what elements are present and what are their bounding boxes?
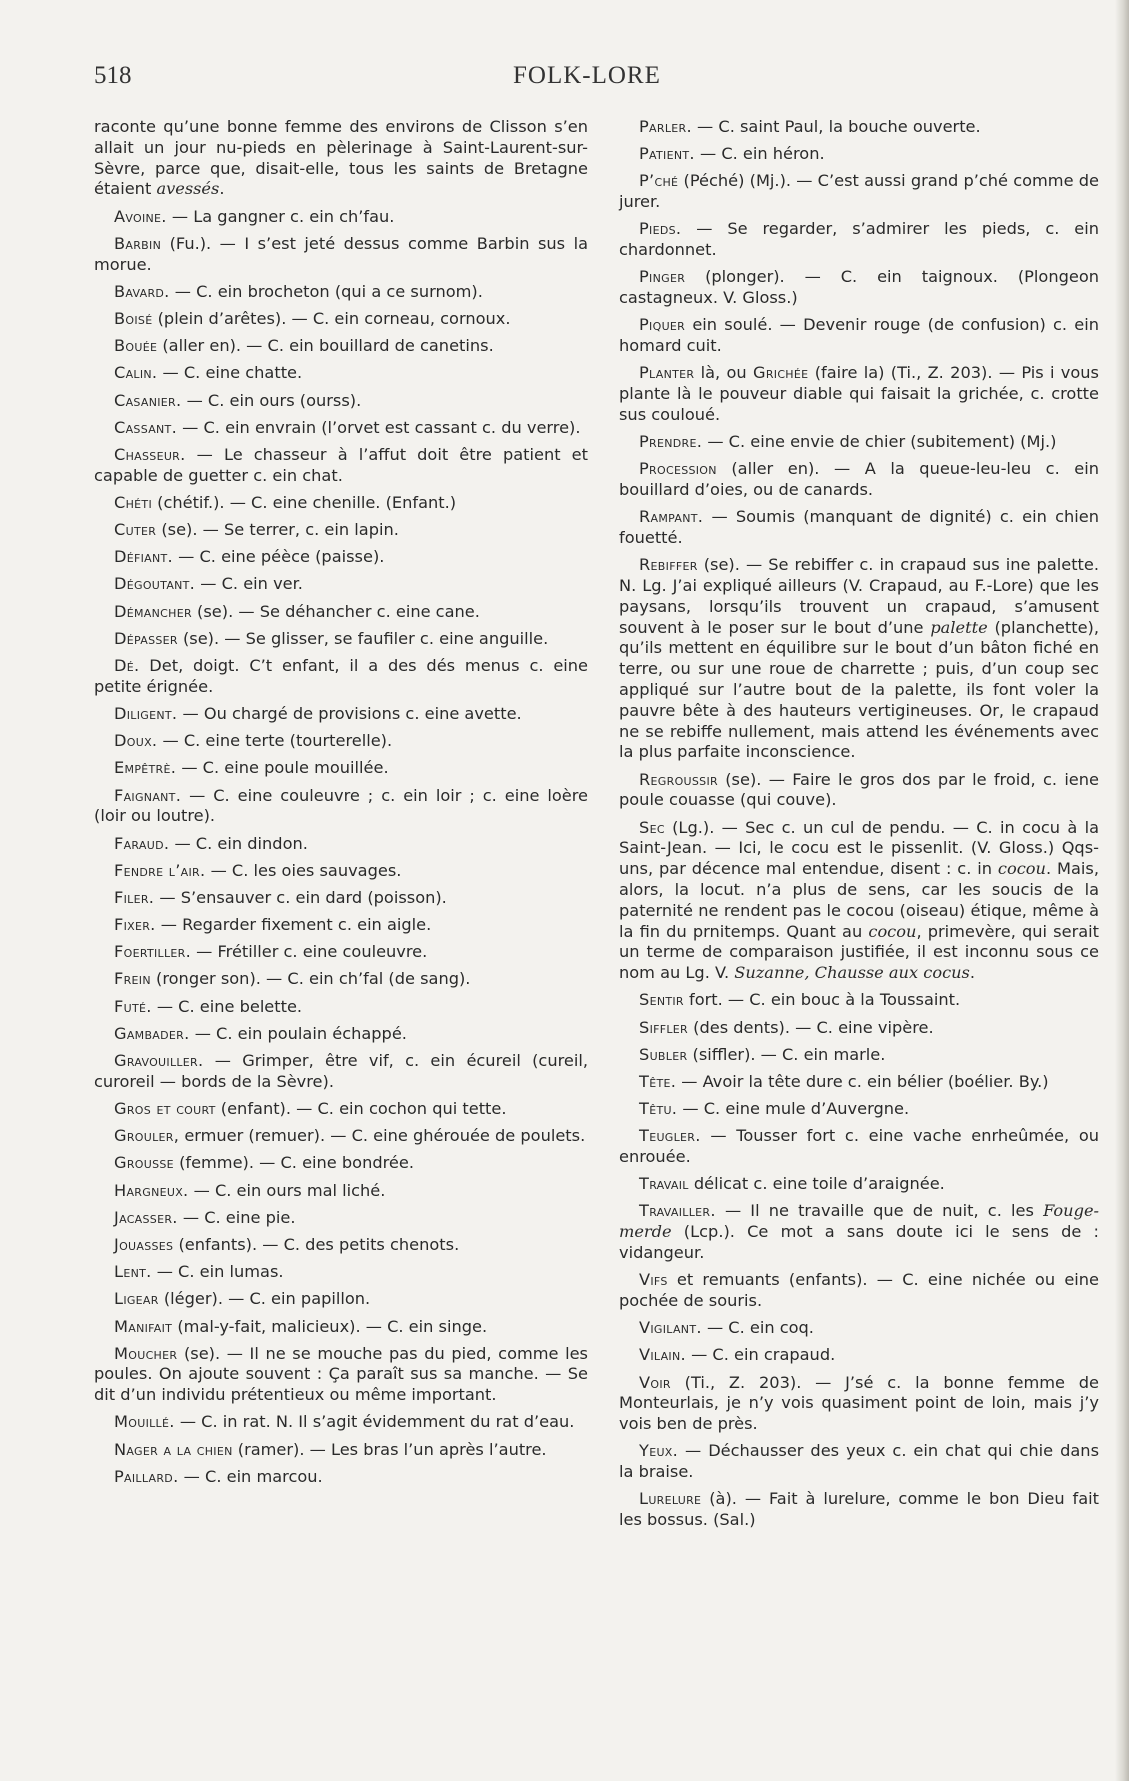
entry-headword: Bavard. xyxy=(114,281,170,301)
entry-headword: Procession xyxy=(639,459,717,479)
entry-definition: — Tousser fort c. eine vache enrheûmée, ou enrouée. xyxy=(619,1126,1099,1167)
glossary-entry xyxy=(94,234,588,276)
entry-definition: — Il ne travaille que de nuit, c. les xyxy=(715,1201,1044,1221)
entry-definition: — La gangner c. ein ch’fau. xyxy=(166,206,395,226)
entry-headword: Gros et court xyxy=(114,1099,216,1118)
entry-headword: Manifait xyxy=(114,1316,173,1336)
glossary-entry xyxy=(94,786,588,828)
glossary-entry xyxy=(94,1024,588,1045)
entry-definition: (des dents). — C. eine vipère. xyxy=(688,1017,934,1037)
entry-definition: — C. eine terte (tourterelle). xyxy=(157,731,393,751)
entry-definition: , primevère, qui serait un terme de comparaison justifiée, il est inconnu sous ce nom au Lg. V. xyxy=(619,921,1099,983)
entry-definition: — C. ein crapaud. xyxy=(685,1345,836,1365)
glossary-entry xyxy=(94,574,588,595)
entry-headword: Travail xyxy=(639,1174,689,1194)
glossary-entry xyxy=(619,1345,1099,1366)
glossary-entry xyxy=(94,1208,588,1229)
entry-headword: Travailler. xyxy=(639,1201,716,1221)
entry-definition: (chétif.). — C. eine chenille. (Enfant.) xyxy=(152,492,457,512)
entry-definition: (enfants). — C. des petits chenots. xyxy=(173,1234,460,1254)
glossary-entry xyxy=(94,445,588,487)
glossary-entry xyxy=(94,1467,588,1488)
glossary-entry xyxy=(619,555,1099,763)
entry-headword: Grouler, xyxy=(114,1126,180,1146)
entry-definition: — Ou chargé de provisions c. eine avette. xyxy=(177,703,522,723)
glossary-entry xyxy=(94,547,588,568)
entry-headword: Siffler xyxy=(639,1017,688,1037)
entry-definition: — C. ein dindon. xyxy=(169,833,308,853)
entry-definition: — C. eine poule mouillée. xyxy=(176,758,389,778)
entry-definition: délicat c. eine toile d’araignée. xyxy=(688,1174,945,1194)
entry-headword: Nager a la chien xyxy=(114,1439,233,1459)
entry-definition: (à). — Fait à lurelure, comme le bon Dieu fait les bossus. (Sal.) xyxy=(619,1489,1099,1530)
entry-headword: Voir xyxy=(639,1372,671,1392)
entry-headword: Piquer xyxy=(639,315,686,335)
glossary-entry xyxy=(94,704,588,725)
page-header xyxy=(0,62,1129,102)
glossary-entry xyxy=(94,602,588,623)
entry-definition: (aller en). — A la queue-leu-leu c. ein bouillard d’oies, ou de canards. xyxy=(619,459,1099,500)
entry-definition: (léger). — C. ein papillon. xyxy=(158,1289,371,1309)
entry-headword: Démancher xyxy=(114,601,192,621)
glossary-entry xyxy=(94,391,588,412)
entry-definition: — C. ein ours (ourss). xyxy=(181,390,362,410)
entry-headword: Calin. xyxy=(114,363,158,383)
entry-italic: palette xyxy=(930,617,988,637)
glossary-entry xyxy=(94,1181,588,1202)
entry-definition: — Déchausser des yeux c. ein chat qui chie dans la braise. xyxy=(619,1441,1099,1482)
glossary-entry xyxy=(619,117,1099,138)
glossary-entry xyxy=(94,731,588,752)
glossary-entry xyxy=(619,459,1099,501)
entry-definition: — C. eine chatte. xyxy=(157,363,303,383)
glossary-entry xyxy=(94,1126,588,1147)
glossary-entry xyxy=(94,656,588,698)
entry-definition: — C. eine péèce (paisse). xyxy=(173,547,385,567)
glossary-entry xyxy=(94,942,588,963)
entry-headword: Pieds. xyxy=(639,219,682,239)
entry-headword: Filer. xyxy=(114,887,155,907)
entry-definition: (Péché) (Mj.). — C’est aussi grand p’ché comme de jurer. xyxy=(619,171,1099,212)
entry-headword: Avoine. xyxy=(114,206,167,226)
entry-definition: — C. in rat. N. Il s’agit évidemment du rat d’eau. xyxy=(174,1412,575,1432)
entry-headword: Moucher xyxy=(114,1343,178,1363)
entry-headword: Regroussir xyxy=(639,769,718,789)
entry-headword: Faraud. xyxy=(114,833,170,853)
entry-headword: Rebiffer xyxy=(639,555,698,575)
entry-headword: Foertiller. xyxy=(114,942,192,962)
glossary-entry xyxy=(619,171,1099,213)
entry-headword: Mouillé. xyxy=(114,1412,175,1432)
glossary-entry xyxy=(619,1126,1099,1168)
glossary-entry xyxy=(94,861,588,882)
entry-headword: Dégoutant. xyxy=(114,574,196,594)
glossary-entry xyxy=(619,1174,1099,1195)
glossary-entry xyxy=(619,1318,1099,1339)
glossary-entry xyxy=(94,1262,588,1283)
entry-definition: — C. eine mule d’Auvergne. xyxy=(677,1099,910,1119)
glossary-entry xyxy=(619,363,1099,425)
glossary-entry xyxy=(94,915,588,936)
entry-headword: Hargneux. xyxy=(114,1180,189,1200)
glossary-entry xyxy=(94,1440,588,1461)
entry-definition: Det, doigt. C’t enfant, il a des dés menus c. eine petite érignée. xyxy=(94,655,588,696)
glossary-entry xyxy=(619,1099,1099,1120)
glossary-entry xyxy=(619,1072,1099,1093)
entry-headword: Futé. xyxy=(114,996,152,1016)
entry-definition: (se). — Se déhancher c. eine cane. xyxy=(191,601,480,621)
entry-headword: Cassant. xyxy=(114,417,178,437)
glossary-entry xyxy=(619,1045,1099,1066)
page-number: 518 xyxy=(94,62,132,89)
glossary-entry xyxy=(94,834,588,855)
entry-headword: Vifs xyxy=(639,1270,668,1290)
glossary-entry xyxy=(94,1051,588,1093)
entry-headword: Sentir xyxy=(639,990,684,1010)
entry-headword: Boisé xyxy=(114,308,153,328)
entry-definition: ermuer (remuer). — C. eine ghérouée de poulets. xyxy=(179,1126,586,1146)
glossary-entry xyxy=(94,1099,588,1120)
entry-headword: Gravouiller. xyxy=(114,1051,204,1071)
glossary-entry xyxy=(619,219,1099,261)
entry-headword: Subler xyxy=(639,1044,688,1064)
entry-headword: Rampant. xyxy=(639,507,704,527)
entry-italic: cocou xyxy=(868,921,917,941)
entry-headword: Yeux. xyxy=(639,1441,679,1461)
entry-definition: (se). — Se rebiffer c. in crapaud sus ine palette. N. Lg. J’ai expliqué ailleurs (V. Crapaud, au F.-Lore) que les paysans, lorsqu’ils trouvent un crapaud, s’amusent souvent à le poser sur le bout d’une xyxy=(619,555,1099,637)
entry-headword: Tête. xyxy=(639,1071,677,1091)
entry-definition: — Se regarder, s’admirer les pieds, c. ein chardonnet. xyxy=(619,219,1099,260)
right-column xyxy=(619,117,1099,1537)
entry-definition: (se). — Se glisser, se faufiler c. eine anguille. xyxy=(177,628,549,648)
glossary-entry xyxy=(94,309,588,330)
glossary-entry xyxy=(94,336,588,357)
glossary-entry xyxy=(619,432,1099,453)
entry-headword: Jacasser. xyxy=(114,1207,178,1227)
entry-headword: Patient. xyxy=(639,144,695,164)
glossary-entry xyxy=(94,493,588,514)
entry-headword: Lurelure xyxy=(639,1489,702,1509)
entry-definition: . Mais, alors, la locut. n’a plus de sens, car les soucis de la paternité ne rendent pas le cocou (oiseau) étique, même à la fin du prnitemps. Quant au xyxy=(619,859,1099,941)
entry-definition: (ramer). — Les bras l’un après l’autre. xyxy=(232,1439,547,1459)
entry-headword: Chasseur. xyxy=(114,444,186,464)
page-edge xyxy=(1115,0,1129,1781)
entry-headword: Pinger xyxy=(639,267,686,287)
entry-headword: Paillard. xyxy=(114,1466,179,1486)
entry-definition: (aller en). — C. ein bouillard de canetins. xyxy=(157,336,494,356)
entry-definition: — C. eine pie. xyxy=(177,1207,296,1227)
entry-definition: — C. ein héron. xyxy=(694,144,825,164)
entry-headword: Chéti xyxy=(114,492,152,512)
glossary-entry xyxy=(94,1289,588,1310)
glossary-entry xyxy=(619,507,1099,549)
entry-definition: — C. eine envie de chier (subitement) (Mj.) xyxy=(702,432,1057,452)
entry-definition: — C. eine belette. xyxy=(151,996,303,1016)
entry-definition: — C. ein coq. xyxy=(701,1318,814,1338)
entry-definition: — Regarder fixement c. ein aigle. xyxy=(155,915,432,935)
entry-definition: — C. saint Paul, la bouche ouverte. xyxy=(691,117,981,136)
entry-headword: Planter xyxy=(639,363,695,383)
entry-headword: Fixer. xyxy=(114,915,156,935)
running-title: FOLK-LORE xyxy=(513,62,661,89)
entry-definition: (ronger son). — C. ein ch’fal (de sang). xyxy=(150,969,471,989)
glossary-entry xyxy=(94,520,588,541)
glossary-entry xyxy=(94,1412,588,1433)
entry-definition: (Lg.). — Sec c. un cul de pendu. — C. in cocu à la Saint-Jean. — Ici, le cocu est le pissenlit. (V. Gloss.) Qqs-uns, par décence mal entendue, disent : c. in xyxy=(619,817,1099,879)
entry-definition: — Soumis (manquant de dignité) c. ein chien fouetté. xyxy=(619,507,1099,548)
entry-definition: — C. eine couleuvre ; c. ein loir ; c. eine loère (loir ou loutre). xyxy=(94,785,588,826)
entry-definition: ein soulé. — Devenir rouge (de confusion) c. ein homard cuit. xyxy=(619,315,1099,356)
entry-definition: . xyxy=(969,963,976,983)
entry-definition: — C. ein lumas. xyxy=(151,1262,284,1282)
entry-definition: — C. ein ours mal liché. xyxy=(188,1180,386,1200)
entry-definition: et remuants (enfants). — C. eine nichée ou eine pochée de souris. xyxy=(619,1270,1099,1311)
entry-italic: Fouge-merde xyxy=(619,1201,1099,1242)
glossary-entry xyxy=(94,1235,588,1256)
glossary-entry xyxy=(94,207,588,228)
entry-definition: — Frétiller c. eine couleuvre. xyxy=(191,942,428,962)
entry-definition: — C. ein marcou. xyxy=(178,1466,323,1486)
entry-headword: Cuter xyxy=(114,520,157,540)
entry-headword: Grichée xyxy=(753,363,809,383)
entry-definition: — S’ensauver c. ein dard (poisson). xyxy=(154,887,447,907)
entry-headword: Faignant. xyxy=(114,785,182,805)
glossary-entry xyxy=(94,418,588,439)
entry-definition: (se). — Il ne se mouche pas du pied, comme les poules. On ajoute souvent : Ça paraît sus sa manche. — Se dit d’un individu prétentieux ou même important. xyxy=(94,1343,588,1405)
glossary-entry xyxy=(94,363,588,384)
entry-headword: Sec xyxy=(639,817,665,837)
entry-headword: Barbin xyxy=(114,233,162,253)
entry-definition: (Lcp.). Ce mot a sans doute ici le sens de : vidangeur. xyxy=(619,1222,1099,1263)
entry-definition: — C. ein poulain échappé. xyxy=(189,1023,407,1043)
entry-definition: — Grimper, être vif, c. ein écureil (cureil, curoreil — bords de la Sèvre). xyxy=(94,1051,588,1091)
entry-headword: Doux. xyxy=(114,731,158,751)
glossary-entry xyxy=(94,282,588,303)
glossary-entry xyxy=(94,1153,588,1174)
glossary-entry xyxy=(94,1344,588,1406)
glossary-entry xyxy=(619,990,1099,1011)
entry-definition: — Le chasseur à l’affut doit être patient et capable de guetter c. ein chat. xyxy=(94,444,588,485)
entry-definition: (Ti., Z. 203). — J’sé c. la bonne femme de Monteurlais, je n’y vois quasiment point de loin, mais j’y vois ben de près. xyxy=(619,1372,1099,1434)
entry-definition: (plein d’arêtes). — C. ein corneau, cornoux. xyxy=(152,308,511,328)
entry-headword: Grousse xyxy=(114,1153,174,1173)
entry-definition: fort. — C. ein bouc à la Toussaint. xyxy=(683,990,961,1010)
entry-definition: (plonger). — C. ein taignoux. (Plongeon castagneux. V. Gloss.) xyxy=(619,267,1099,308)
entry-headword: Ligear xyxy=(114,1289,159,1309)
entry-definition: là, ou xyxy=(694,363,753,383)
glossary-entry xyxy=(94,888,588,909)
entry-headword: Jouasses xyxy=(114,1234,174,1254)
entry-headword: Diligent. xyxy=(114,703,178,723)
entry-definition: (enfant). — C. ein cochon qui tette. xyxy=(215,1099,507,1118)
entry-definition: — C. ein envrain (l’orvet est cassant c. du verre). xyxy=(177,417,581,437)
entry-definition: (mal-y-fait, malicieux). — C. ein singe. xyxy=(172,1316,488,1336)
glossary-entry xyxy=(619,315,1099,357)
entry-headword: Teugler. xyxy=(639,1126,701,1146)
glossary-entry xyxy=(619,1489,1099,1531)
entry-definition: (Fu.). — I s’est jeté dessus comme Barbin sus la morue. xyxy=(94,233,588,274)
glossary-entry xyxy=(619,1018,1099,1039)
entry-definition: (siffler). — C. ein marle. xyxy=(687,1044,886,1064)
entry-headword: Casanier. xyxy=(114,390,182,410)
entry-headword: Empêtrè. xyxy=(114,758,177,778)
glossary-entry xyxy=(619,144,1099,165)
glossary-entry xyxy=(619,1201,1099,1263)
glossary-entry xyxy=(619,1270,1099,1312)
glossary-entry xyxy=(94,758,588,779)
entry-definition: (planchette), qu’ils mettent en équilibre sur le bout d’un bâton fiché en terre, ou sur une roue de charrette ; puis, d’un coup sec appliqué sur l’autre bout de la palette, ils font voler la pauvre bête à des hauteurs vertigineuses. Or, le crapaud ne se rebiffe nullement, mais attend les événements avec la plus parfaite inconscience. xyxy=(619,617,1099,762)
entry-italic: cocou xyxy=(997,859,1046,879)
entry-headword: Lent. xyxy=(114,1262,152,1282)
entry-definition: (femme). — C. eine bondrée. xyxy=(173,1153,414,1173)
left-column xyxy=(94,117,588,1494)
entry-definition: — C. les oies sauvages. xyxy=(205,860,402,880)
glossary-entry xyxy=(94,1317,588,1338)
glossary-entry xyxy=(94,629,588,650)
left-entries xyxy=(94,207,588,1488)
entry-headword: Parler. xyxy=(639,117,692,136)
entry-headword: Frein xyxy=(114,969,151,989)
entry-headword: Défiant. xyxy=(114,547,174,567)
entry-headword: Dé. xyxy=(114,655,140,675)
entry-headword: Bouée xyxy=(114,336,158,356)
glossary-entry xyxy=(619,818,1099,984)
entry-definition: (se). — Se terrer, c. ein lapin. xyxy=(156,520,399,540)
glossary-entry xyxy=(619,1441,1099,1483)
glossary-entry xyxy=(94,969,588,990)
glossary-entry xyxy=(94,997,588,1018)
entry-definition: (se). — Faire le gros dos par le froid, c. iene poule couasse (qui couve). xyxy=(619,769,1099,810)
entry-definition: (faire la) (Ti., Z. 203). — Pis i vous plante là le pouveur diable qui faisait la grichée, c. crotte sus couloué. xyxy=(619,363,1099,424)
entry-headword: Vigilant. xyxy=(639,1318,702,1338)
glossary-entry xyxy=(619,1373,1099,1435)
entry-headword: Vilain. xyxy=(639,1345,686,1365)
entry-definition: — C. ein ver. xyxy=(195,574,303,594)
entry-headword: P’ché xyxy=(639,171,679,191)
entry-definition: — Avoir la tête dure c. ein bélier (boélier. By.) xyxy=(676,1071,1049,1091)
entry-headword: Gambader. xyxy=(114,1023,190,1043)
glossary-entry xyxy=(619,267,1099,309)
glossary-entry xyxy=(619,770,1099,812)
intro-paragraph: raconte qu’une bonne femme des environs de Clisson s’en allait un jour nu-pieds en pèlerinage à Saint-Laurent-sur-Sèvre, parce que, disait-elle, tous les saints de Bretagne étaient avessés. xyxy=(94,117,588,199)
entry-headword: Prendre. xyxy=(639,432,703,452)
entry-headword: Fendre l’air. xyxy=(114,860,206,880)
entry-definition: — C. ein brocheton (qui a ce surnom). xyxy=(169,281,483,301)
entry-headword: Têtu. xyxy=(639,1099,678,1119)
entry-italic: Suzanne, Chausse aux cocus xyxy=(734,963,970,983)
entry-headword: Dépasser xyxy=(114,628,178,648)
right-entries xyxy=(619,117,1099,1531)
